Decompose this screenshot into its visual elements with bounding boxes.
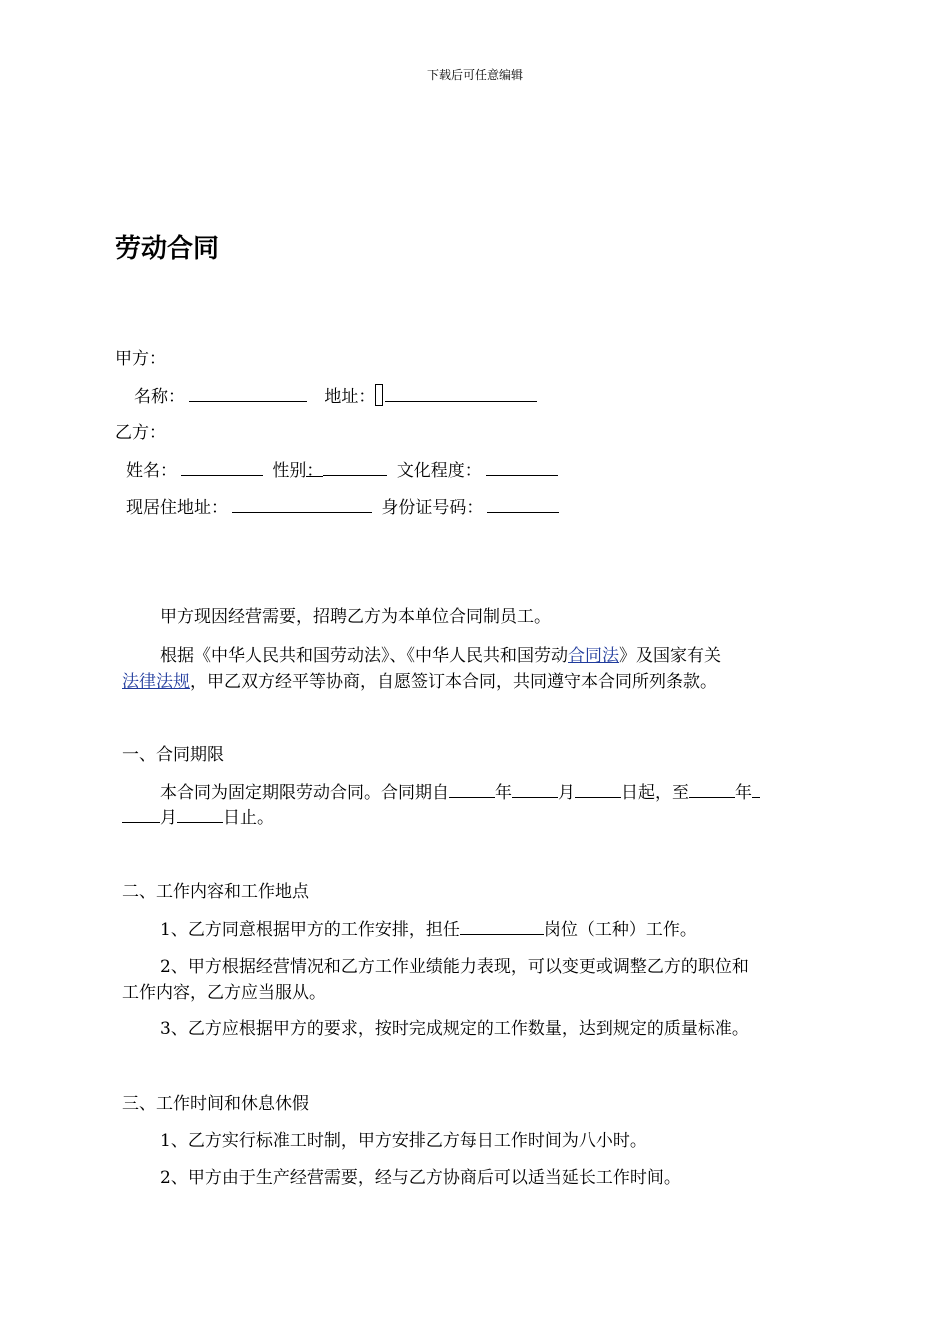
section-1-day-to: 日止。	[223, 808, 274, 828]
laws-regulations-link[interactable]: 法律法规	[122, 672, 190, 692]
page-header-note: 下载后可任意编辑	[426, 68, 523, 82]
section-1-year-1: 年	[495, 783, 512, 803]
intro-p2-text-b: 》及国家有关	[619, 646, 721, 666]
start-year-blank[interactable]	[449, 781, 495, 798]
intro-p2-text-a: 根据《中华人民共和国劳动法》、《中华人民共和国劳动	[160, 646, 568, 666]
section-3-item-2: 2、甲方由于生产经营需要，经与乙方协商后可以适当延长工作时间。	[160, 1168, 681, 1188]
party-a-label: 甲方：	[115, 349, 166, 369]
party-b-label: 乙方：	[115, 423, 166, 443]
intro-paragraph-2-line-1	[160, 645, 721, 667]
party-b-education-label: 文化程度：	[396, 461, 482, 481]
party-b-name-label: 姓名：	[126, 461, 177, 481]
section-1-line-2	[122, 806, 274, 829]
start-month-blank[interactable]	[512, 781, 558, 798]
section-1-line-1	[160, 781, 760, 804]
section-1-year-2: 年	[735, 783, 752, 803]
section-3-heading: 三、工作时间和休息休假	[122, 1094, 309, 1114]
section-3-item-1: 1、乙方实行标准工时制，甲方安排乙方每日工作时间为八小时。	[160, 1131, 647, 1151]
party-b-id-blank[interactable]	[487, 496, 559, 513]
party-b-id-label: 身份证号码：	[381, 498, 484, 518]
intro-paragraph-2-line-2	[122, 671, 717, 693]
party-a-address-label: 地址：	[324, 387, 376, 407]
party-b-gender-colon: ：	[306, 461, 324, 481]
text-cursor-icon	[375, 384, 383, 406]
contract-law-link[interactable]: 合同法	[568, 646, 619, 666]
party-b-residence-label: 现居住地址：	[126, 498, 228, 518]
position-blank[interactable]	[460, 918, 544, 935]
party-b-residence-blank[interactable]	[232, 496, 372, 513]
section-2-item-3: 3、乙方应根据甲方的要求，按时完成规定的工作数量，达到规定的质量标准。	[160, 1019, 749, 1039]
end-day-blank[interactable]	[177, 806, 223, 823]
section-1-heading: 一、合同期限	[122, 745, 224, 765]
party-b-row-2	[126, 496, 563, 519]
section-2-item-1	[160, 918, 697, 941]
party-b-gender-label: 性别	[272, 461, 307, 481]
section-2-item-2-line-2: 工作内容，乙方应当服从。	[122, 983, 326, 1003]
party-a-name-label: 名称：	[134, 387, 185, 407]
section-2-item-1-text-b: 岗位（工种）工作。	[543, 920, 697, 940]
section-1-month-1: 月	[558, 783, 575, 803]
document-title: 劳动合同	[115, 234, 220, 264]
section-2-item-2-line-1: 2、甲方根据经营情况和乙方工作业绩能力表现，可以变更或调整乙方的职位和	[160, 957, 749, 977]
party-a-address-blank[interactable]	[385, 385, 537, 402]
party-b-education-blank[interactable]	[486, 459, 558, 476]
party-b-row-1	[126, 459, 562, 482]
party-a-row	[134, 384, 541, 408]
end-month-blank-start[interactable]	[752, 781, 760, 798]
end-month-blank[interactable]	[122, 806, 160, 823]
section-1-text-a: 本合同为固定期限劳动合同。合同期自	[160, 783, 449, 803]
party-b-gender-blank[interactable]	[323, 459, 387, 476]
intro-p2-text-c: ，甲乙双方经平等协商，自愿签订本合同，共同遵守本合同所列条款。	[190, 672, 717, 692]
end-year-blank[interactable]	[689, 781, 735, 798]
intro-paragraph-1: 甲方现因经营需要，招聘乙方为本单位合同制员工。	[160, 607, 551, 627]
section-2-item-1-text-a: 1、乙方同意根据甲方的工作安排，担任	[160, 920, 460, 940]
section-1-day-from: 日起，至	[621, 783, 689, 803]
party-a-name-blank[interactable]	[189, 385, 307, 402]
section-2-heading: 二、工作内容和工作地点	[122, 882, 309, 902]
start-day-blank[interactable]	[575, 781, 621, 798]
party-b-name-blank[interactable]	[181, 459, 263, 476]
section-1-month-2: 月	[160, 808, 177, 828]
